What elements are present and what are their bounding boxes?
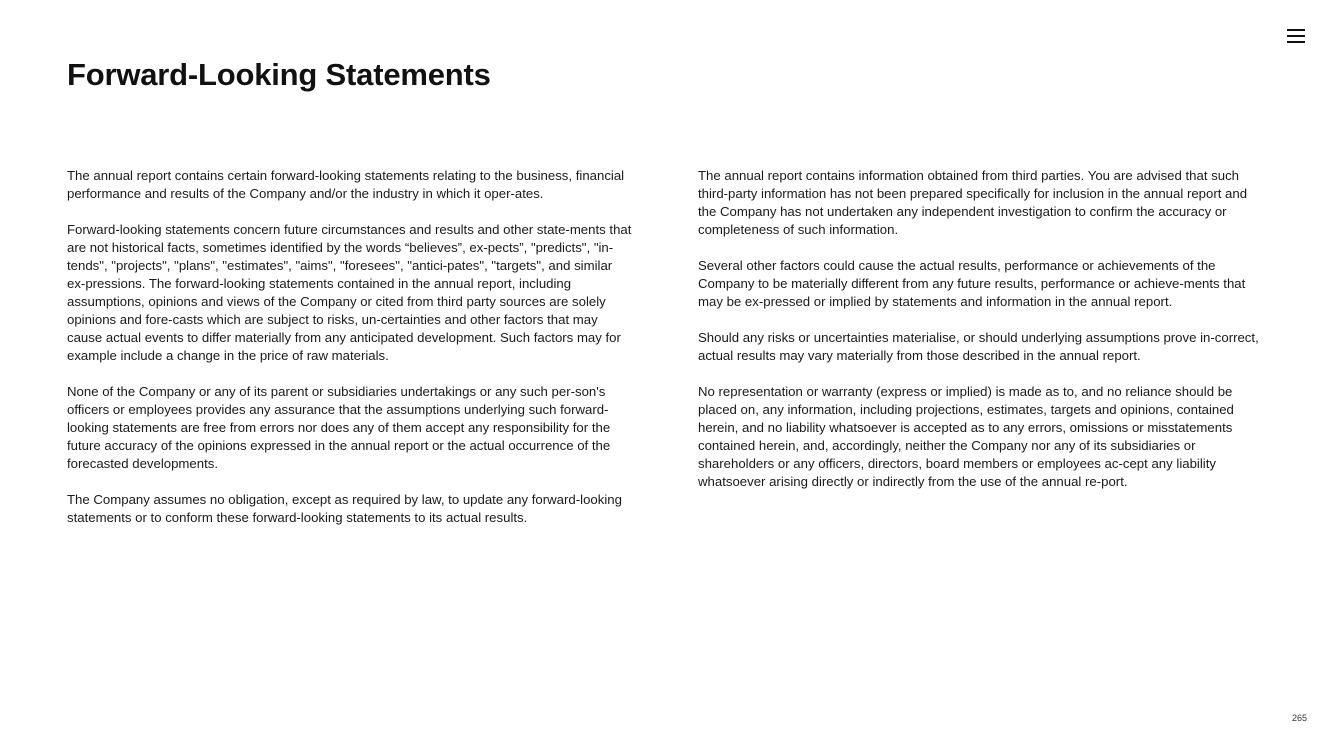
paragraph: The annual report contains information obtained from third parties. You are advised that such third-party information has not been prepared specifically for inclusion in the annual report and the Company has not undertaken any independent investigation to confirm the accuracy or completeness of such information.: [698, 168, 1248, 237]
paragraph: Several other factors could cause the actual results, performance or achievements of the Company to be materially different from any future results, performance or achieve-ments that may be ex-pressed or implied by statements and information in the annual report.: [698, 258, 1246, 309]
paragraph: None of the Company or any of its parent or subsidiaries undertakings or any such per-son's officers or employees provides any assurance that the assumptions underlying such forward-looking statements are free from errors nor does any of them accept any responsibility for the future accuracy of the opinions expressed in the annual report or the actual occurrence of the forecasted developments.: [67, 384, 611, 471]
page-title: Forward-Looking Statements: [67, 57, 491, 92]
left-text-column: [67, 167, 633, 545]
paragraph: No representation or warranty (express or implied) is made as to, and no reliance should be placed on, any information, including projections, estimates, targets and opinions, contained herein, and no liability whatsoever is accepted as to any errors, omissions or misstatements contained herein, and, accordingly, neither the Company nor any of its subsidiaries or shareholders or any officers, directors, board members or employees ac-cept any liability whatsoever arising directly or indirectly from the use of the annual re-port.: [698, 384, 1234, 489]
paragraph: Forward-looking statements concern future circumstances and results and other state-ments that are not historical facts, sometimes identified by the words “believes”, ex-pects”, "predicts", "in-tends", "projects", "plans", "estimates", "aims", "foresees", "antici-pates", "targets", and similar ex-pressions. The forward-looking statements contained in the annual report, including assumptions, opinions and views of the Company or cited from third party sources are solely opinions and fore-casts which are subject to risks, un-certainties and other factors that may cause actual events to differ materially from any anticipated development. Such factors may for example include a change in the price of raw materials.: [67, 222, 632, 363]
right-text-column: [698, 167, 1268, 509]
page-number: 265: [1291, 713, 1307, 723]
hamburger-menu-icon[interactable]: [1285, 27, 1307, 47]
menu-icon-bar: [1287, 35, 1305, 37]
paragraph: The Company assumes no obligation, except as required by law, to update any forward-looking statements or to conform these forward-looking statements to its actual results.: [67, 492, 622, 525]
menu-icon-bar: [1287, 41, 1305, 43]
menu-icon-bar: [1287, 29, 1305, 31]
paragraph: The annual report contains certain forward-looking statements relating to the business, financial performance and results of the Company and/or the industry in which it oper-ates.: [67, 168, 625, 201]
paragraph: Should any risks or uncertainties materialise, or should underlying assumptions prove in-correct, actual results may vary materially from those described in the annual report.: [698, 330, 1259, 363]
